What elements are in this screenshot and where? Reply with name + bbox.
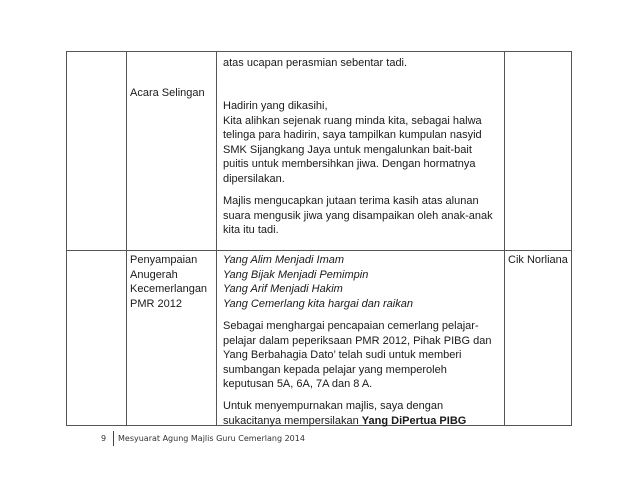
row-2-last-line-normal: sukacitanya mempersilakan	[223, 414, 362, 427]
row-2-text-line: pelajar dalam peperiksaan PMR 2012, Pihak PIBG dan	[223, 334, 492, 347]
footer-divider	[113, 431, 114, 446]
row-1-text-line: puitis untuk membersihkan jiwa. Dengan hormatnya	[223, 158, 476, 171]
row-2-text-line: Sebagai menghargai pencapaian cemerlang pelajar-	[223, 320, 479, 332]
row-2-italic-line: Yang Cemerlang kita hargai dan raikan	[223, 297, 413, 310]
row-2-item-line: Penyampaian	[130, 254, 198, 266]
row-divider	[67, 250, 571, 251]
row-1-text-line: telinga para hadirin, saya tampilkan kumpulan nasyid	[223, 129, 482, 142]
row-2-item-line: Kecemerlangan	[130, 283, 208, 296]
column-divider	[126, 52, 127, 425]
row-2-italic-line: Yang Bijak Menjadi Pemimpin	[223, 268, 369, 281]
row-2-italic-line: Yang Arif Menjadi Hakim	[223, 283, 343, 296]
row-2-text-line: Yang Berbahagia Dato’ telah sudi untuk memberi	[223, 349, 462, 362]
row-1-text-line: suara mengusik jiwa yang disampaikan oleh anak-anak	[223, 209, 493, 222]
row-1-text-line: dipersilakan.	[223, 173, 285, 185]
row-1-text-line: atas ucapan perasmian sebentar tadi.	[223, 57, 408, 69]
row-1-text-line: Majlis mengucapkan jutaan terima kasih atas alunan	[223, 195, 479, 207]
row-1-text-line: Hadirin yang dikasihi,	[223, 100, 328, 112]
row-2-text-line: sumbangan kepada pelajar yang memperoleh	[223, 363, 447, 376]
row-1-text-line: SMK Sijangkang Jaya untuk mengalunkan bait-bait	[223, 143, 472, 156]
row-1-text-line: Kita alihkan sejenak ruang minda kita, sebagai halwa	[223, 114, 482, 127]
row-2-item-line: Anugerah	[130, 268, 178, 281]
row-2-last-line	[223, 414, 466, 429]
column-divider	[216, 52, 217, 425]
row-2-text-line: keputusan 5A, 6A, 7A dan 8 A.	[223, 378, 373, 391]
row-2-italic-line: Yang Alim Menjadi Imam	[223, 254, 345, 266]
row-2-text-line: Untuk menyempurnakan majlis, saya dengan	[223, 400, 444, 412]
footer-text: Mesyuarat Agung Majlis Guru Cemerlang 2014	[118, 434, 305, 443]
row-2-item-line: PMR 2012	[130, 297, 182, 310]
row-2-person-cell: Cik Norliana	[508, 254, 568, 266]
row-1-text-line: kita itu tadi.	[223, 224, 279, 237]
row-2-last-line-bold: Yang DiPertua PIBG	[361, 414, 467, 427]
page-number: 9	[101, 434, 107, 443]
row-1-item-cell: Acara Selingan	[130, 87, 205, 99]
column-divider	[504, 52, 505, 425]
agenda-table	[66, 51, 572, 426]
